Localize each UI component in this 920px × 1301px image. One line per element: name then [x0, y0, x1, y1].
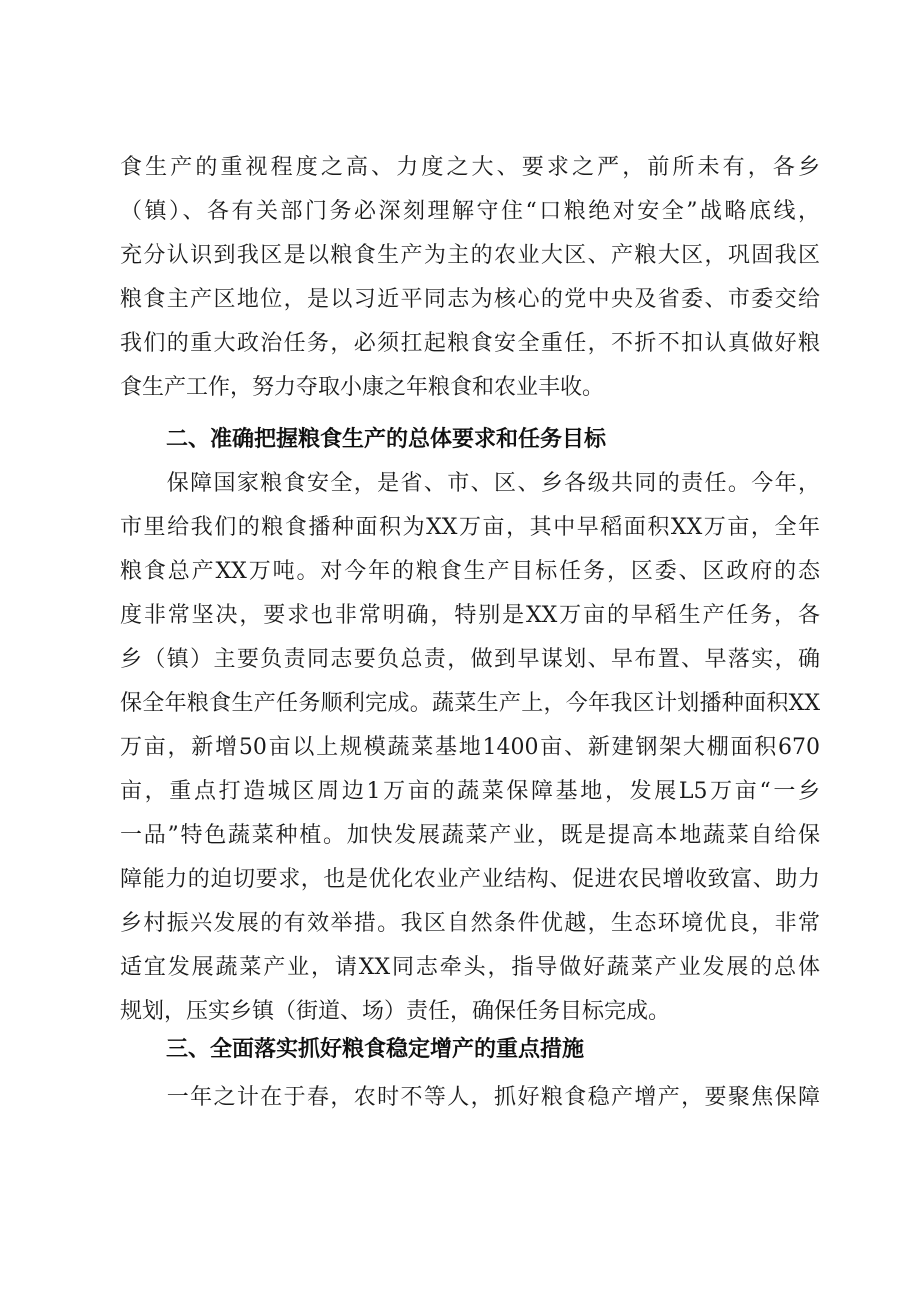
paragraph-line: 适宜发展蔬菜产业，请XX同志牵头，指导做好蔬菜产业发展的总体 — [120, 955, 820, 980]
section-heading: 三、全面落实抓好粮食稳定增产的重点措施 — [166, 1037, 585, 1062]
paragraph-section-two — [120, 462, 820, 1034]
paragraph-section-three — [120, 1076, 820, 1120]
section-three — [120, 1028, 820, 1072]
paragraph-line: 食生产的重视程度之高、力度之大、要求之严，前所未有，各乡 — [120, 155, 820, 180]
paragraph-line: 市里给我们的粮食播种面积为XX万亩，其中早稻面积XX万亩，全年 — [120, 515, 820, 540]
paragraph-line: 度非常坚决，要求也非常明确，特别是XX万亩的早稻生产任务，各 — [120, 603, 820, 628]
paragraph-line: 我们的重大政治任务，必须扛起粮食安全重任，不折不扣认真做好粮 — [120, 331, 820, 356]
paragraph-line: 一品”特色蔬菜种植。加快发展蔬菜产业，既是提高本地蔬菜自给保 — [120, 823, 820, 848]
paragraph-line: 乡（镇）主要负责同志要负总责，做到早谋划、早布置、早落实，确 — [120, 647, 820, 672]
paragraph-line: 乡村振兴发展的有效举措。我区自然条件优越，生态环境优良，非常 — [120, 911, 820, 936]
paragraph-line: 保障国家粮食安全，是省、市、区、乡各级共同的责任。今年， — [120, 471, 820, 496]
paragraph-line: 万亩，新增50亩以上规模蔬菜基地1400亩、新建钢架大棚面积670 — [120, 735, 820, 760]
paragraph-line: 亩，重点打造城区周边1万亩的蔬菜保障基地，发展L5万亩“一乡 — [120, 779, 820, 804]
paragraph-continued — [120, 146, 820, 410]
paragraph-line: 充分认识到我区是以粮食生产为主的农业大区、产粮大区，巩固我区 — [120, 243, 820, 268]
paragraph-line: 粮食总产XX万吨。对今年的粮食生产目标任务，区委、区政府的态 — [120, 559, 820, 584]
paragraph-line: 障能力的迫切要求，也是优化农业产业结构、促进农民增收致富、助力 — [120, 867, 820, 892]
section-heading: 二、准确把握粮食生产的总体要求和任务目标 — [166, 427, 607, 452]
paragraph-line: 一年之计在于春，农时不等人，抓好粮食稳产增产，要聚焦保障 — [120, 1085, 820, 1110]
section-two — [120, 418, 820, 462]
paragraph-line: （镇）、各有关部门务必深刻理解守住“口粮绝对安全”战略底线， — [120, 199, 820, 224]
paragraph-line: 保全年粮食生产任务顺利完成。蔬菜生产上，今年我区计划播种面积XX — [120, 691, 820, 716]
paragraph-line: 规划，压实乡镇（街道、场）责任，确保任务目标完成。 — [120, 999, 671, 1024]
paragraph-line: 食生产工作，努力夺取小康之年粮食和农业丰收。 — [120, 375, 605, 400]
paragraph-line: 粮食主产区地位，是以习近平同志为核心的党中央及省委、市委交给 — [120, 287, 820, 312]
